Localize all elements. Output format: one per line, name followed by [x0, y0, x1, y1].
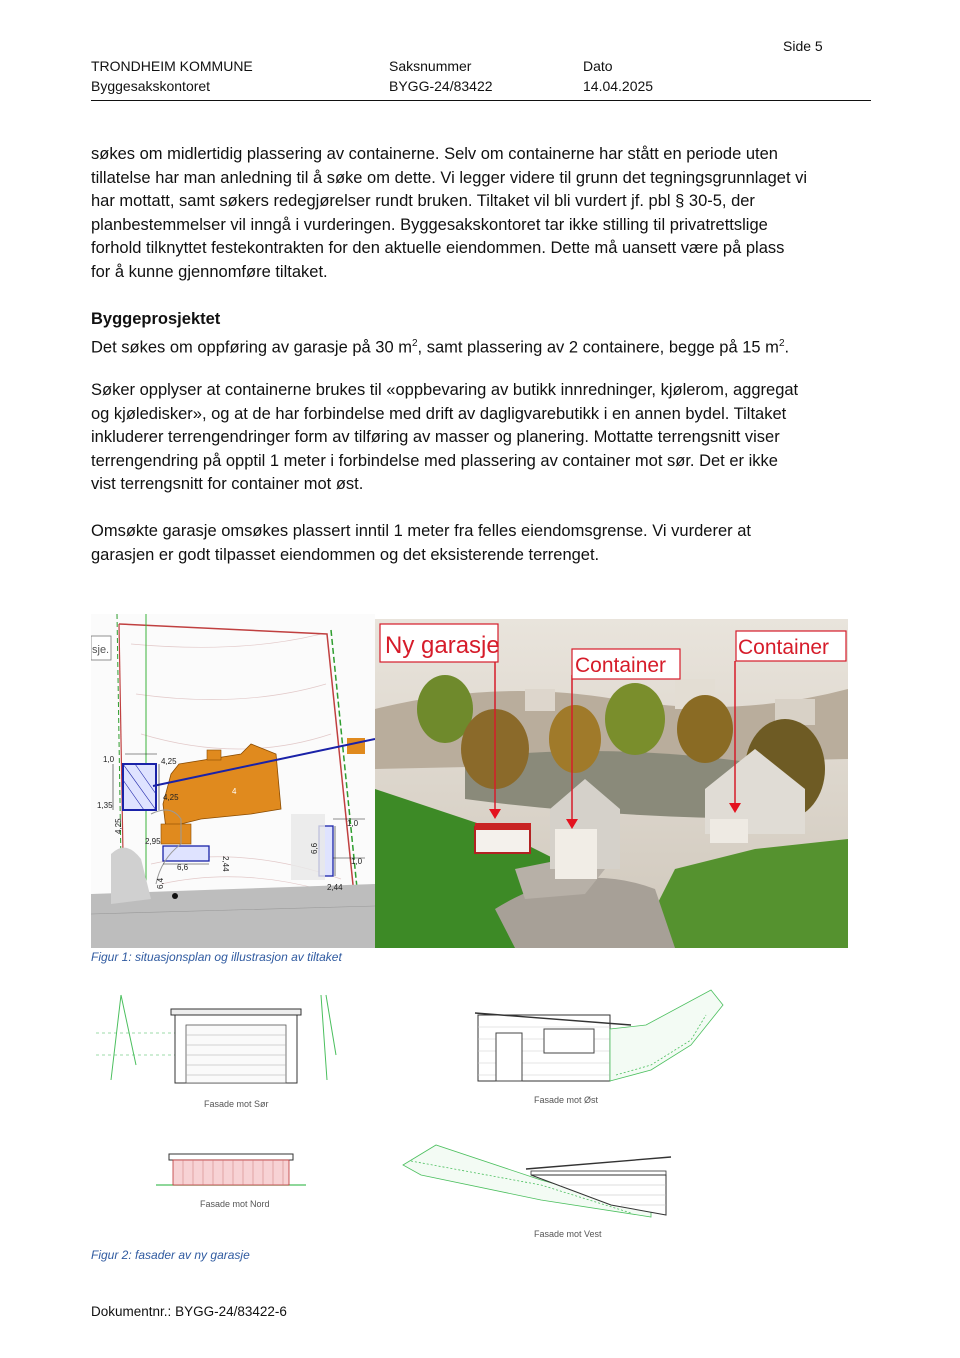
text-line: planbestemmelser vil inngå i vurderingen. Byggesakskontoret tar ikke stilling til privatrettslige: [91, 215, 768, 234]
header-case-label: Saksnummer: [389, 58, 472, 74]
dimension-label: 4,25: [163, 793, 179, 802]
render-image: [375, 619, 848, 948]
header-date-label: Dato: [583, 58, 613, 74]
footer-doc-label: Dokumentnr.:: [91, 1304, 172, 1319]
text-line: Omsøkte garasje omsøkes plassert inntil 1 meter fra felles eiendomsgrense. Vi vurderer at: [91, 522, 751, 540]
site-plan-image: [91, 614, 375, 948]
footer-doc-number: [91, 1304, 287, 1319]
facade-west: [403, 1145, 671, 1239]
section-heading: Byggeprosjektet: [91, 310, 221, 328]
paragraph-4: [91, 520, 881, 567]
site-plan-label: sje.: [92, 644, 110, 656]
header-dept: Byggesakskontoret: [91, 78, 211, 94]
facade-label-north: Fasade mot Nord: [200, 1199, 270, 1209]
text-line: for å kunne gjennomføre tiltaket.: [91, 262, 328, 281]
header-date-block: [583, 56, 653, 96]
text-line: garasjen er godt tilpasset eiendommen og det eksisterende terrenget.: [91, 545, 600, 564]
superscript: 2: [411, 337, 418, 349]
figure2-caption: Figur 2: fasader av ny garasje: [91, 1248, 250, 1262]
text-span: .: [784, 338, 790, 357]
dimension-label: 2,95: [145, 837, 161, 846]
render-label-garage: Ny garasje: [385, 632, 500, 659]
header-date: 14.04.2025: [583, 78, 654, 94]
dimension-label: 6,4: [156, 877, 165, 889]
paragraph-3: [91, 379, 881, 497]
render-label-container-1: Container: [575, 654, 667, 677]
facade-label-south: Fasade mot Sør: [204, 1099, 269, 1109]
dimension-label: 1,35: [97, 801, 113, 810]
dimension-label: 6,6: [177, 863, 189, 872]
text-line: søkes om midlertidig plassering av containerne. Selv om containerne har stått en periode uten: [91, 145, 778, 163]
dimension-label: 1,0: [351, 857, 363, 866]
dimension-label: 4,25: [114, 818, 123, 834]
facade-label-west: Fasade mot Vest: [534, 1229, 602, 1239]
facade-north: [156, 1154, 306, 1209]
text-line: inkluderer terrengendringer form av tilføring av masser og planering. Mottatte terrengsnitt viser: [91, 428, 780, 447]
text-line: [91, 332, 881, 360]
facade-label-east: Fasade mot Øst: [534, 1095, 599, 1105]
facades-drawing: [91, 985, 731, 1245]
text-line: har mottatt, samt søkers redegjørelser rundt bruken. Tiltaket vil bli vurdert jf. pbl § 30-5, der: [91, 192, 755, 211]
paragraph-1: [91, 143, 881, 285]
text-line: Søker opplyser at containerne brukes til «oppbevaring av butikk innredninger, kjølerom, aggregat: [91, 381, 799, 399]
superscript: 2: [778, 337, 785, 349]
header-org-block: [91, 56, 253, 96]
section-building-project: [91, 308, 881, 360]
building-number: 4: [232, 787, 237, 796]
figure1-caption: Figur 1: situasjonsplan og illustrasjon av tiltaket: [91, 950, 342, 964]
dimension-label: 2,44: [327, 883, 343, 892]
header-divider: [91, 100, 871, 101]
facade-south: [96, 995, 336, 1109]
footer-doc-value: BYGG-24/83422-6: [175, 1304, 287, 1319]
text-line: tillatelse har man anledning til å søke om dette. Vi legger videre til grunn det tegningsgrunnlaget vi: [91, 168, 808, 187]
facade-east: [475, 990, 723, 1105]
page-number: Side 5: [783, 38, 823, 54]
text-line: terrengendring på opptil 1 meter i forbindelse med plassering av container mot sør. Det er ikke: [91, 451, 778, 470]
dimension-label: 2,44: [221, 856, 230, 872]
dimension-label: 1,0: [103, 755, 115, 764]
text-line: forhold tilknyttet festekontrakten for den aktuelle eiendommen. Dette må uansett være på plass: [91, 239, 785, 258]
header-case-number: BYGG-24/83422: [389, 78, 493, 94]
dimension-label: 4,25: [161, 757, 177, 766]
text-line: og kjøledisker», og at de har forbindelse med drift av dagligvarebutikk i en annen bydel. Tiltaket: [91, 404, 787, 423]
render-label-container-2: Container: [738, 636, 830, 659]
text-span: Det søkes om oppføring av garasje på 30 m: [91, 338, 412, 357]
header-org: TRONDHEIM KOMMUNE: [91, 58, 253, 74]
dimension-label: 6,6: [310, 842, 319, 854]
dimension-label: 1,0: [347, 819, 359, 828]
text-line: vist terrengsnitt for container mot øst.: [91, 475, 364, 494]
text-span: , samt plassering av 2 containere, begge på 15 m: [417, 338, 779, 357]
header-case-block: [389, 56, 493, 96]
